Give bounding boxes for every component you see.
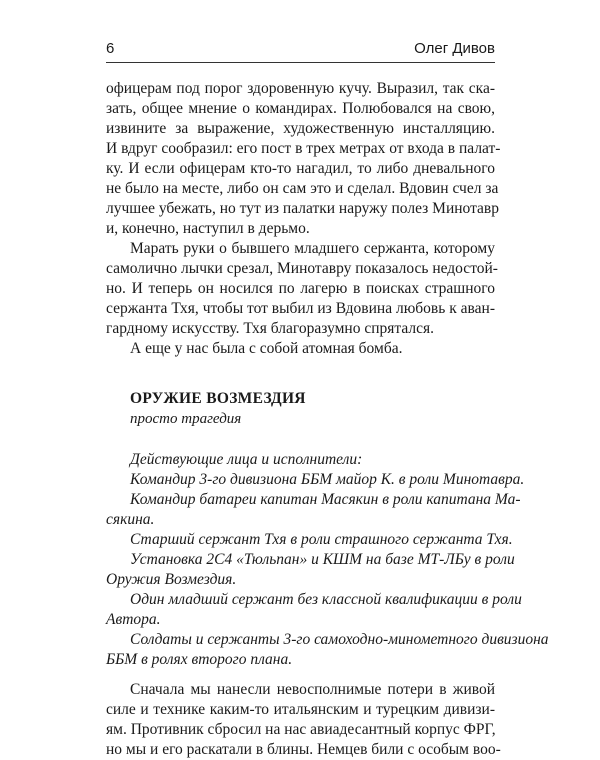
running-header: [106, 36, 495, 60]
text-line: извините за выражение, художественную инсталляцию.: [106, 120, 495, 137]
page-number: 6: [106, 40, 115, 57]
cast-line: Командир 3-го дивизиона ББМ майор К. в роли Минотавра.: [130, 471, 525, 488]
cast-line: Установка 2С4 «Тюльпан» и КШМ на базе МТ-ЛБу в роли: [130, 551, 515, 568]
cast-line: Один младший сержант без классной квалификации в роли: [130, 591, 522, 608]
text-line: и, конечно, наступил в дерьмо.: [106, 220, 310, 237]
text-line: самолично лычки срезал, Минотавру показалось недостой-: [106, 260, 498, 277]
cast-line: Командир батареи капитан Масякин в роли капитана Ма-: [130, 491, 521, 508]
running-author: Олег Дивов: [414, 40, 495, 57]
cast-line: Оружия Возмездия.: [106, 571, 237, 588]
cast-line: Действующие лица и исполнители:: [130, 451, 363, 468]
text-line: не было на месте, либо он сам это и сделал. Вдовин счел за: [106, 180, 499, 197]
text-line: сержанта Тхя, чтобы тот выбил из Вдовина любовь к аван-: [106, 300, 495, 317]
section-title: ОРУЖИЕ ВОЗМЕЗДИЯ: [130, 390, 306, 407]
cast-line: Старший сержант Тхя в роли страшного сержанта Тхя.: [130, 531, 513, 548]
text-line: силе и технике каким-то итальянским и турецким дивизи-: [106, 701, 495, 718]
cast-line: Автора.: [106, 611, 161, 628]
text-line: ку. И если офицерам кто-то нагадил, то либо дневального: [106, 160, 495, 177]
text-line: зать, общее мнение о командирах. Полюбовался на свою,: [106, 100, 495, 117]
text-line: А еще у нас была с собой атомная бомба.: [130, 340, 403, 357]
header-rule: [106, 62, 495, 63]
text-line: Сначала мы нанесли невосполнимые потери в живой: [130, 681, 495, 698]
text-line: лучшее убежать, но тут из палатки наружу полез Минотавр: [106, 200, 499, 217]
text-line: Марать руки о бывшего младшего сержанта, которому: [130, 240, 495, 257]
cast-line: Солдаты и сержанты 3-го самоходно-минометного дивизиона: [130, 631, 549, 648]
cast-line: ББМ в ролях второго плана.: [106, 651, 293, 668]
text-line: но. И теперь он носился по лагерю в поисках страшного: [106, 280, 495, 297]
text-line: гардному искусству. Тхя благоразумно спрятался.: [106, 320, 434, 337]
section-subtitle: просто трагедия: [130, 411, 242, 427]
text-line: И вдруг сообразил: его пост в трех метрах от входа в палат-: [106, 140, 501, 157]
text-line: офицерам под порог здоровенную кучу. Выразил, так ска-: [106, 80, 495, 97]
cast-line: сякина.: [106, 511, 155, 528]
text-line: ям. Противник сбросил на нас авиадесантный корпус ФРГ,: [106, 721, 496, 738]
text-line: но мы и его раскатали в блины. Немцев били с особым воо-: [106, 741, 501, 758]
